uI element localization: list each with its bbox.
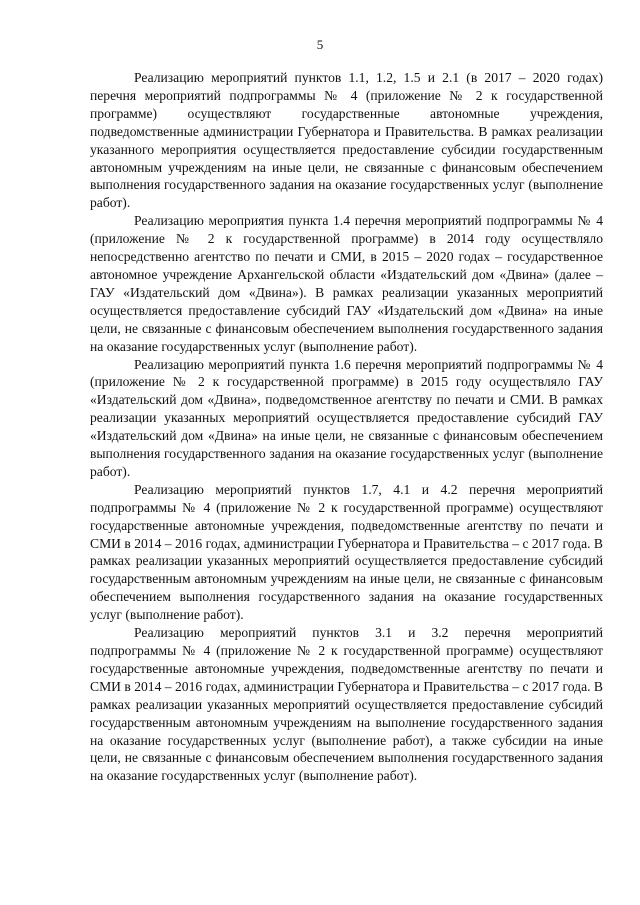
paragraph-5: Реализацию мероприятий пунктов 3.1 и 3.2 перечня мероприятий подпрограммы № 4 (приложение № 2 к государственной программе) осуществляют государственные автономные учреждения, подведомственные агентству по печати и СМИ в 2014 – 2016 годах, администрации Губернатора и Правительства – с 2017 года. В рамках реализации указанных мероприятий осуществляется предоставление субсидий государственным автономным учреждениям на выполнение государственного задания на оказание государственных услуг (выполнение работ), а также субсидии на иные цели, не связанные с финансовым обеспечением выполнения государственного задания на оказание государственных услуг (выполнение работ). xyxy=(90,625,603,784)
paragraph-3: Реализацию мероприятий пункта 1.6 перечня мероприятий подпрограммы № 4 (приложение № 2 к государственной программе) в 2015 году осуществляло ГАУ «Издательский дом «Двина», подведомственное агентству по печати и СМИ. В рамках реализации указанных мероприятий осуществляется предоставление субсидий ГАУ «Издательский дом «Двина» на иные цели, не связанные с финансовым обеспечением выполнения государственного задания на оказание государственных услуг (выполнение работ). xyxy=(90,356,603,479)
paragraph-1: Реализацию мероприятий пунктов 1.1, 1.2, 1.5 и 2.1 (в 2017 – 2020 годах) перечня мероприятий подпрограммы № 4 (приложение № 2 к государственной программе) осуществляют государственные автономные учреждения, подведомственные администрации Губернатора и Правительства. В рамках реализации указанного мероприятия осуществляется предоставление субсидии государственным автономным учреждениям на иные цели, не связанные с финансовым обеспечением выполнения государственного задания на оказание государственных услуг (выполнение работ). xyxy=(90,70,603,211)
page-number: 5 xyxy=(316,37,324,52)
document-body xyxy=(90,69,603,785)
paragraph-4: Реализацию мероприятий пунктов 1.7, 4.1 и 4.2 перечня мероприятий подпрограммы № 4 (приложение № 2 к государственной программе) осуществляют государственные автономные учреждения, подведомственные агентству по печати и СМИ в 2014 – 2016 годах, администрации Губернатора и Правительства – с 2017 года. В рамках реализации указанных мероприятий осуществляется предоставление субсидий государственным автономным учреждениям на иные цели, не связанные с финансовым обеспечением выполнения государственного задания на оказание государственных услуг (выполнение работ). xyxy=(90,481,603,623)
paragraph-2: Реализацию мероприятия пункта 1.4 перечня мероприятий подпрограммы № 4 (приложение № 2 к государственной программе) в 2014 году осуществляло непосредственно агентство по печати и СМИ, в 2015 – 2020 годах – государственное автономное учреждение Архангельской области «Издательский дом «Двина» (далее – ГАУ «Издательский дом «Двина»). В рамках реализации указанных мероприятий осуществляется предоставление субсидий ГАУ «Издательский дом «Двина» на иные цели, не связанные с финансовым обеспечением выполнения государственного задания на оказание государственных услуг (выполнение работ). xyxy=(90,213,603,354)
